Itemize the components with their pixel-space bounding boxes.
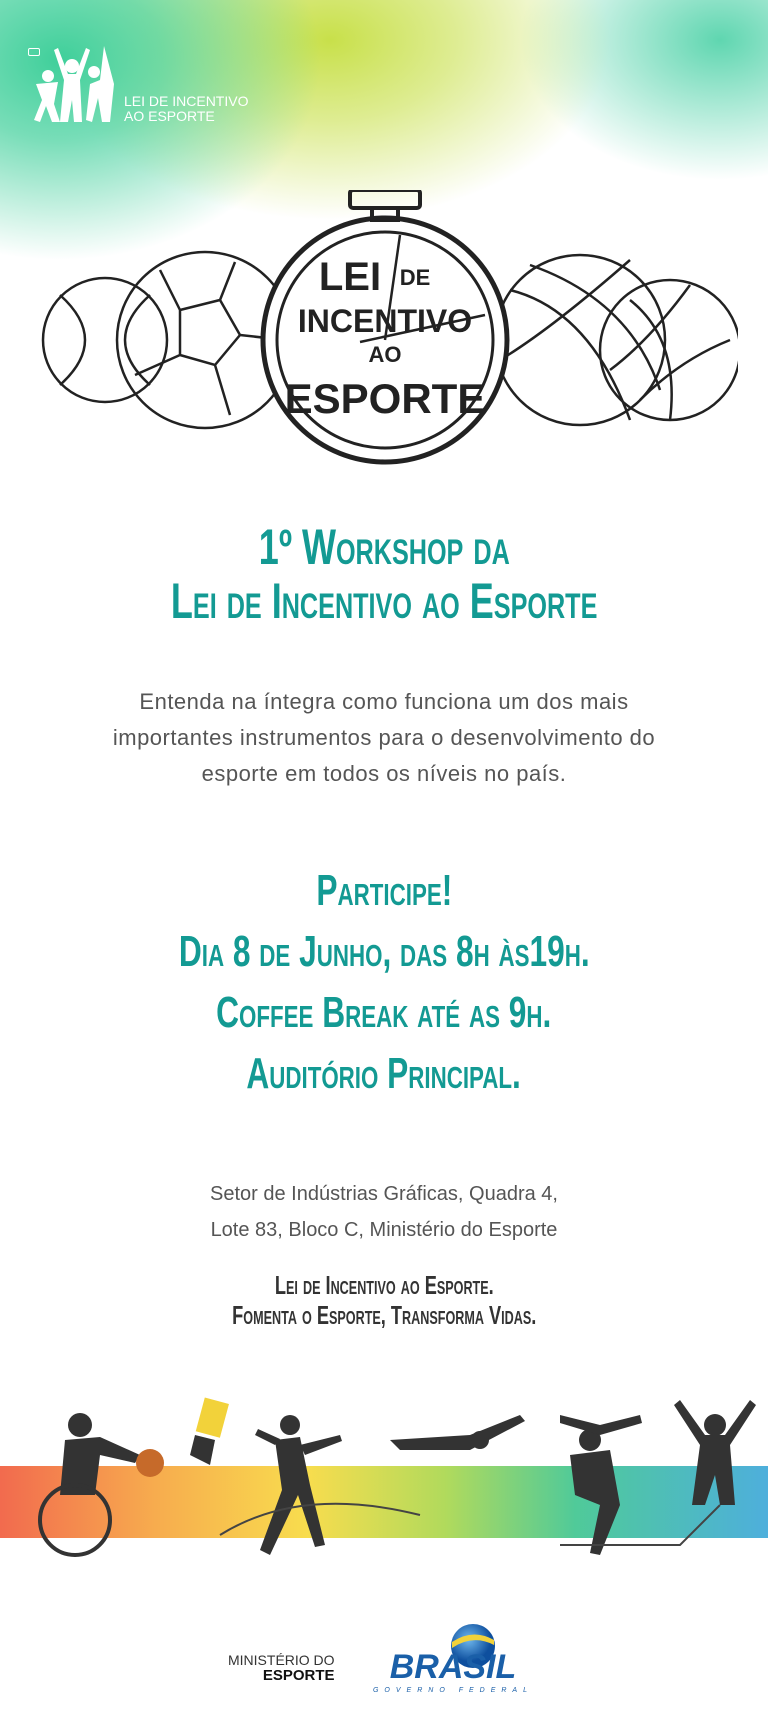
address xyxy=(0,1176,768,1248)
address-line: Lote 83, Bloco C, Ministério do Esporte xyxy=(210,1219,558,1241)
tagline xyxy=(0,1270,768,1330)
info-coffee-break: Coffee Break até as 9h. xyxy=(216,988,552,1037)
ministry-line-1: MINISTÉRIO DO xyxy=(228,1652,335,1668)
judo-athletes-icon xyxy=(560,1415,642,1555)
wheelchair-athlete-icon xyxy=(40,1413,164,1555)
ministerio-esporte-logo xyxy=(228,1652,335,1684)
brasil-governo-federal-logo xyxy=(368,1618,538,1698)
description-line: Entenda na íntegra como funciona um dos mais xyxy=(139,689,629,714)
title-line-2: Lei de Incentivo ao Esporte xyxy=(170,573,598,629)
athletes-illustration xyxy=(0,1395,768,1570)
runner-icon xyxy=(255,1415,342,1555)
info-participate: Participe! xyxy=(316,866,452,915)
hero-word-incentivo: INCENTIVO xyxy=(297,303,473,339)
info-date: Dia 8 de Junho, das 8h às19h. xyxy=(178,927,590,976)
tagline-line-2: Fomenta o Esporte, Transforma Vidas. xyxy=(231,1300,537,1330)
hero-stopwatch-balls xyxy=(30,190,738,490)
hero-word-esporte: ESPORTE xyxy=(284,375,486,422)
hero-word-lei: LEI xyxy=(318,255,382,299)
ministry-line-2: ESPORTE xyxy=(262,1667,335,1684)
info-location: Auditório Principal. xyxy=(246,1049,522,1098)
logo-line-2: AO ESPORTE xyxy=(124,108,215,124)
logo-text xyxy=(124,94,248,124)
athletes-logo-icon xyxy=(28,44,118,124)
description xyxy=(0,684,768,792)
lei-incentivo-logo xyxy=(28,44,248,124)
address-line: Setor de Indústrias Gráficas, Quadra 4, xyxy=(210,1183,558,1205)
page-title xyxy=(0,520,768,628)
description-line: esporte em todos os níveis no país. xyxy=(201,761,567,786)
logo-line-1: LEI DE INCENTIVO xyxy=(124,93,249,109)
hero-word-de: DE xyxy=(399,265,431,290)
referee-card-icon xyxy=(190,1397,229,1465)
title-line-1: 1º Workshop da xyxy=(258,519,510,575)
description-line: importantes instrumentos para o desenvolvimento do xyxy=(112,725,656,750)
volleyball-icon xyxy=(600,280,738,420)
high-jumper-icon xyxy=(390,1415,525,1450)
celebrating-athlete-icon xyxy=(674,1400,756,1505)
tagline-line-1: Lei de Incentivo ao Esporte. xyxy=(274,1270,494,1300)
hero-word-ao: AO xyxy=(368,342,402,367)
event-info xyxy=(0,860,768,1104)
governo-federal-text: GOVERNO FEDERAL xyxy=(372,1687,534,1694)
tennis-ball-icon xyxy=(43,278,167,402)
brasil-wordmark: BRASIL xyxy=(389,1648,517,1686)
